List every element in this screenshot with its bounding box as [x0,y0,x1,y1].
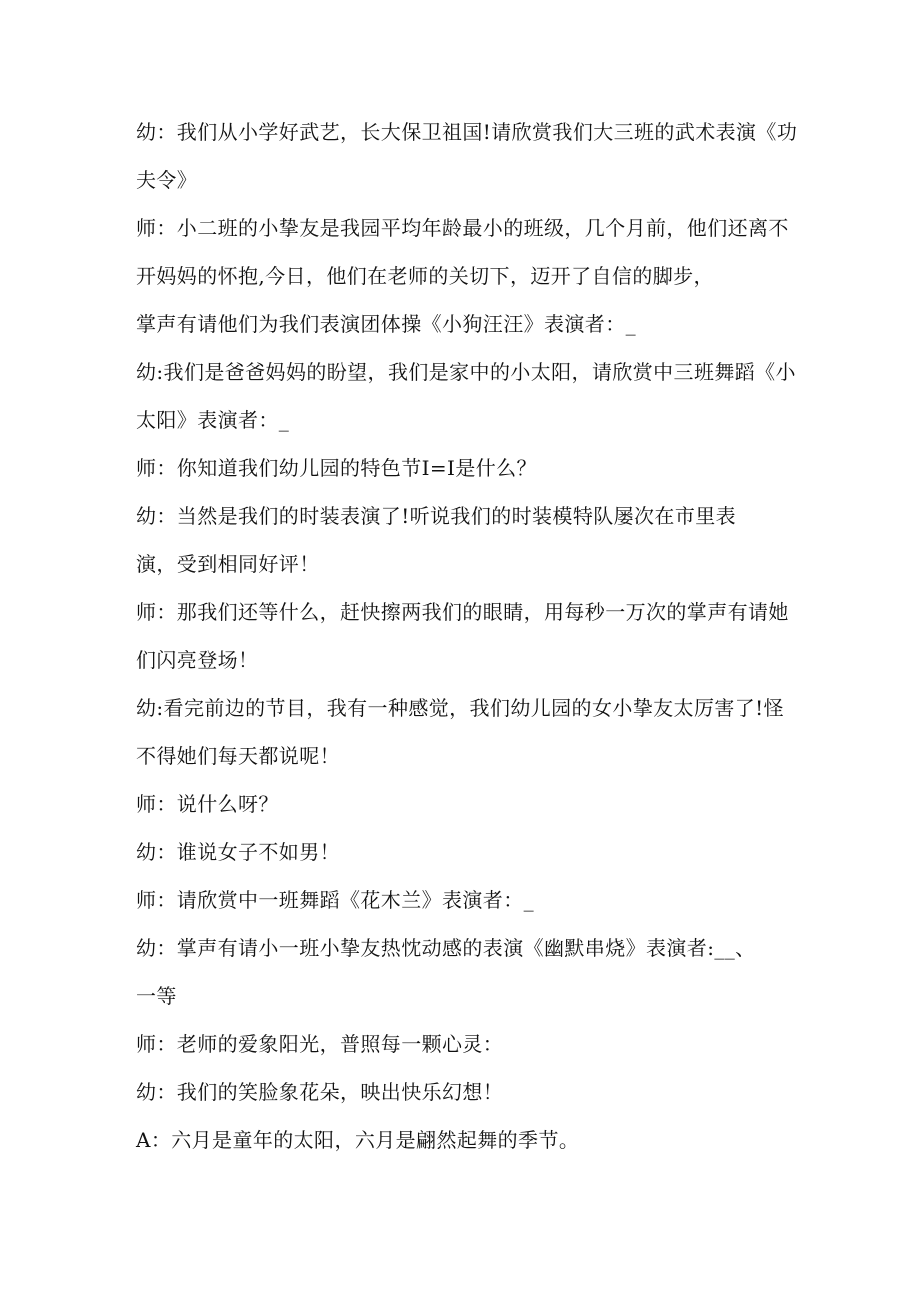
text-line-12: 们闪亮登场！ [136,648,259,672]
text-line-6: 幼:我们是爸爸妈妈的盼望，我们是家中的小太阳，请欣赏中三班舞蹈《小 [136,360,796,384]
text-line-9: 幼：当然是我们的时装表演了!听说我们的时装模特队屡次在市里表 [136,504,737,528]
text-line-16: 幼：谁说女子不如男！ [136,840,340,864]
text-line-22: A：六月是童年的太阳，六月是翩然起舞的季节。 [136,1128,580,1152]
text-line-21: 幼：我们的笑脸象花朵，映出快乐幻想！ [136,1080,504,1104]
text-line-15: 师：说什么呀？ [136,792,279,816]
text-line-1: 幼：我们从小学好武艺，长大保卫祖国!请欣赏我们大三班的武术表演《功 [136,120,798,144]
text-line-4: 开妈妈的怀抱,今日，他们在老师的关切下，迈开了自信的脚步， [136,264,714,288]
text-line-3: 师：小二班的小挚友是我园平均年龄最小的班级，几个月前，他们还离不 [136,216,789,240]
text-line-10: 演，受到相同好评！ [136,552,320,576]
text-line-11: 师：那我们还等什么，赶快擦两我们的眼睛，用每秒一万次的掌声有请她 [136,600,789,624]
text-line-7: 太阳》表演者：_ [136,408,290,432]
text-line-13: 幼:看完前边的节目，我有一种感觉，我们幼儿园的女小挚友太厉害了!怪 [136,696,784,720]
text-line-18: 幼：掌声有请小一班小挚友热忱动感的表演《幽默串烧》表演者:__、 [136,936,756,960]
text-line-8: 师：你知道我们幼儿园的特色节I=I是什么？ [136,456,537,480]
text-line-17: 师：请欣赏中一班舞蹈《花木兰》表演者：_ [136,888,534,912]
text-line-2: 夫令》 [136,168,198,192]
text-line-14: 不得她们每天都说呢！ [136,744,340,768]
text-line-20: 师：老师的爱象阳光，普照每一颗心灵： [136,1032,504,1056]
text-line-19: 一等 [136,984,177,1008]
text-line-5: 掌声有请他们为我们表演团体操《小狗汪汪》表演者：_ [136,312,636,336]
